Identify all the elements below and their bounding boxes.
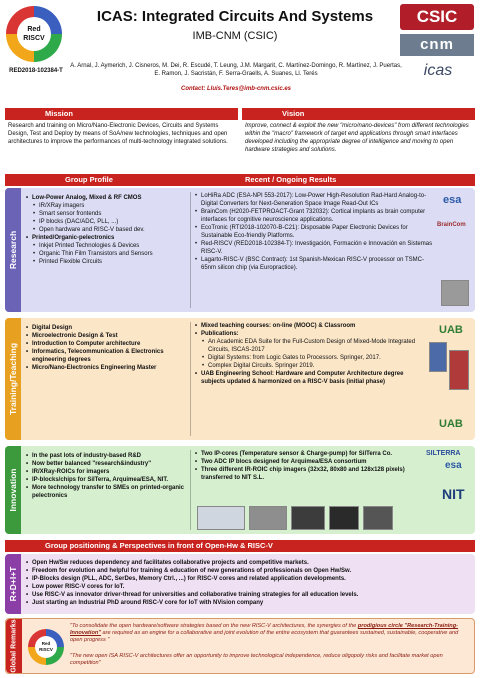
- remarks-side-label: [6, 619, 22, 673]
- list-item: • Publications:: [194, 330, 424, 338]
- innovation-results: [194, 450, 426, 482]
- list-item: • Digital Systems: from Logic Gates to Processors. Springer, 2017.: [194, 354, 424, 362]
- esa-logo: esa: [443, 194, 462, 206]
- recent-results-heading: Recent / Ongoing Results: [245, 175, 337, 184]
- list-item: • Red-RISCV (RED2018-102384-T): Investigación, Formación e Innovación en Sistemas RISC-V.: [194, 240, 434, 256]
- list-item: • Just starting an Industrial PhD around RISC-V core for IoT with NVision company: [25, 599, 469, 607]
- red-riscv-logo: [6, 6, 62, 62]
- list-item: • Microelectronic Design & Test: [25, 332, 185, 340]
- list-item: • Open Hw/Sw reduces dependency and facilitates collaborative projects and competitive markets.: [25, 559, 469, 567]
- imager-photo-5: [363, 506, 393, 530]
- list-item: • EcoTronic (RTI2018-102070-B-C21): Disposable Paper Electronic Devices for Sustainable Eco-friendly Platforms.: [194, 224, 434, 240]
- training-side-label: [5, 318, 21, 440]
- quote1-part-c: are required as an engine for a collaborative and joint evolution of the entire ecosystem that guarantees sustained, sustainable, cooperative and open progress ": [70, 630, 459, 643]
- imager-photo-2: [249, 506, 287, 530]
- innovation-profile: [25, 452, 185, 500]
- list-item: • More technology transfer to SMEs on printed-organic pelectronics: [25, 484, 185, 500]
- research-profile: [25, 194, 185, 266]
- imager-photo-4: [329, 506, 359, 530]
- column-headers: [5, 174, 475, 186]
- list-item: • Introduction to Computer architecture: [25, 340, 185, 348]
- list-item: • Low-Power Analog, Mixed & RF CMOS: [25, 194, 185, 202]
- list-item: • Informatics, Telecommunication & Electronics engineering degrees: [25, 348, 185, 364]
- list-item: • Two IP-cores (Temperature sensor & Charge-pump) for SilTerra Co.: [194, 450, 426, 458]
- innovation-section: [5, 446, 475, 534]
- list-item: • IR/XRay-ROICs for imagers: [25, 468, 185, 476]
- cnm-logo: cnm: [400, 34, 474, 56]
- list-item: • Three different IR-ROIC chip imagers (32x32, 80x80 and 128x128 pixels) transferred to NIT S.L.: [194, 466, 426, 482]
- list-item: • Printed/Organic-pelectronics: [25, 234, 185, 242]
- training-section: [5, 318, 475, 440]
- icas-logo: icas: [423, 62, 453, 79]
- remarks-quote-1: [70, 623, 470, 644]
- research-divider: [190, 192, 191, 308]
- research-side-label: [5, 188, 21, 312]
- list-item: • Smart sensor frontends: [25, 210, 185, 218]
- imager-photo-3: [291, 506, 325, 530]
- training-results: [194, 322, 424, 386]
- mission-text: Research and training on Micro/Nano-Electronic Devices, Circuits and Systems Design, Test and Deploy by means of SoA/new technologies, techniques and open architectures to improve the performances of multi-technology integrated solutions.: [8, 123, 228, 145]
- list-item: • Open hardware and RISC-V based dev.: [25, 226, 185, 234]
- research-section: [5, 188, 475, 312]
- remarks-section: [5, 618, 475, 674]
- list-item: • Printed Flexible Circuits: [25, 258, 185, 266]
- contact-email[interactable]: Contact: Lluis.Teres@imb-cnm.csic.es: [181, 86, 291, 92]
- innovation-side-label: [5, 446, 21, 534]
- mission-heading: Mission: [5, 108, 238, 120]
- list-item: • An Academic EDA Suite for the Full-Custom Design of Mixed-Mode Integrated Circuits, ISCAS-2017: [194, 338, 424, 354]
- positioning-side-label: [5, 554, 21, 614]
- list-item: • Low power RISC-V cores for IoT.: [25, 583, 469, 591]
- positioning-list: [25, 559, 469, 607]
- list-item: • Organic Thin Film Transistors and Sensors: [25, 250, 185, 258]
- book-cover-1: [429, 342, 447, 372]
- uab-logo-bottom: UAB: [439, 418, 463, 430]
- positioning-heading-bar: [5, 540, 475, 552]
- esa-logo-innovation: esa: [445, 460, 462, 471]
- list-item: • IP blocks (DAC/ADC, PLL, ...): [25, 218, 185, 226]
- silterra-logo: SILTERRA: [426, 450, 461, 457]
- training-divider: [190, 322, 191, 436]
- quote1-part-a: "To consolidate the open hardware/software strategies based on the new RISC-V architectures, the synergies of the: [70, 623, 358, 629]
- list-item: • Mixed teaching courses: on-line (MOOC) & Classroom: [194, 322, 424, 330]
- list-item: • In the past lots of industry-based R&D: [25, 452, 185, 460]
- remarks-logo-text: Red RISCV: [35, 636, 57, 658]
- chip-photo: [441, 280, 469, 306]
- list-item: • IP-Blocks design (PLL, ADC, SerDes, Memory Ctrl., ...) for RISC-V cores and related application developments.: [25, 575, 469, 583]
- innovation-label: Innovation: [8, 468, 18, 512]
- list-item: • Inkjet Printed Technologies & Devices: [25, 242, 185, 250]
- braincom-logo: BrainCom: [437, 222, 466, 228]
- list-item: • Digital Design: [25, 324, 185, 332]
- list-item: • Now better balanced "research&industry": [25, 460, 185, 468]
- list-item: • LoHiRa ADC (ESA-NPI 553-2017): Low-Power High-Resolution Rad-Hard Analog-to-Digital Converters for Next-Generation Space Image Read-Out ICs: [194, 192, 434, 208]
- list-item: • Micro/Nano-Electronics Engineering Master: [25, 364, 185, 372]
- logo-code: RED2018-102384-T: [9, 68, 63, 74]
- list-item: • IR/XRay imagers: [25, 202, 185, 210]
- innovation-divider: [190, 450, 191, 530]
- imager-photo-1: [197, 506, 245, 530]
- vision-heading: Vision: [242, 108, 475, 120]
- uab-logo: UAB: [439, 324, 463, 336]
- nit-logo: NIT: [442, 486, 465, 502]
- book-cover-2: [449, 350, 469, 390]
- research-label: Research: [8, 230, 18, 270]
- list-item: • UAB Engineering School: Hardware and Computer Architecture degree subjects updated & harmonized on a RISC-V basis (initial phase): [194, 370, 424, 386]
- research-results: [194, 192, 434, 272]
- poster-title: ICAS: Integrated Circuits And Systems: [96, 8, 374, 25]
- positioning-label: R+D+I+T: [8, 566, 18, 602]
- list-item: • Two ADC IP blocs designed for Arquimea/ESA consortium: [194, 458, 426, 466]
- list-item: • Lagarto-RISC-V (BSC Contract): 1st Spanish-Mexican RISC-V processor on TSMC-65nm silicon chip (via Europractice).: [194, 256, 434, 272]
- list-item: • Complex Digital Circuits. Springer 2019.: [194, 362, 424, 370]
- list-item: • BrainCom (H2020-FETPROACT-Grant 732032): Cortical implants as brain computer interfaces for cognitive neuroscience applications.: [194, 208, 434, 224]
- positioning-heading: Group positioning & Perspectives in front of Open-Hw & RISC-V: [45, 541, 273, 550]
- positioning-section: [5, 554, 475, 614]
- remarks-label: Global Remarks: [10, 619, 18, 673]
- red-riscv-logo-text: Red RISCV: [17, 17, 51, 51]
- list-item: • Use RISC-V as innovator driver-thread for universities and collaborative training strategies for all education levels.: [25, 591, 469, 599]
- training-profile: [25, 324, 185, 372]
- vision-text: Improve, connect & exploit the new "micro/nano-devices" from different technologies within the "macro" framework of target end applications through smart interfaces developed including the appropriate degree of intelligence and moving to open hardware strategies and solutions.: [245, 123, 469, 153]
- authors-list: A. Arnal, J. Aymerich, J. Cisneros, M. Dei, R. Escudé, T. Leung, J.M. Margarit, C. Martínez-Domingo, R. Martínez, J. Puertas, E. Ramon, J. Sacristán, F. Serra-Graells, A. Suanes, Ll. Terés: [70, 63, 402, 77]
- poster-header: [0, 0, 480, 102]
- poster-subtitle: IMB-CNM (CSIC): [192, 30, 278, 42]
- csic-logo: CSIC: [400, 4, 474, 30]
- quote1-highlight: prodigious circle "Research-Training-Innovation": [70, 623, 458, 636]
- list-item: • IP-blocks/chips for SilTerra, Arquimea/ESA, NIT.: [25, 476, 185, 484]
- training-label: Training/Teaching: [8, 342, 18, 416]
- remarks-riscv-logo: [28, 629, 64, 665]
- group-profile-heading: Group Profile: [65, 175, 113, 184]
- list-item: • Freedom for evolution and helpful for training & education of new generations of professionals on Open Hw/Sw.: [25, 567, 469, 575]
- remarks-quote-2: "The new open ISA RISC-V architectures offer an opportunity to improve technological independence, reduce oligopoly risks and facilitate market open competition": [70, 653, 443, 666]
